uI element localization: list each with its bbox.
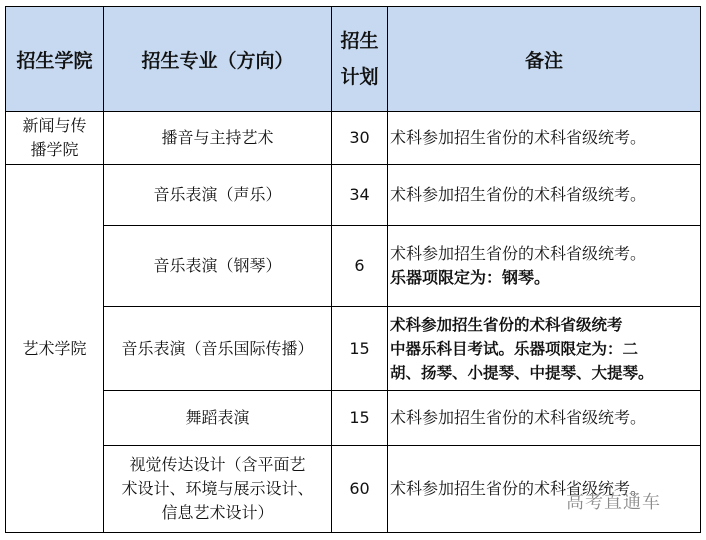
- table-row: [6, 391, 701, 446]
- major-cell: 音乐表演（钢琴）: [104, 226, 332, 307]
- major-line: 术设计、环境与展示设计、: [121, 479, 314, 498]
- major-line: 视觉传达设计（含平面艺: [129, 455, 306, 474]
- plan-cell: 30: [332, 112, 388, 165]
- note-line-bold: 乐器项限定为：钢琴。: [390, 268, 551, 287]
- plan-cell: 6: [332, 226, 388, 307]
- college-line: 播学院: [30, 140, 79, 159]
- table-row: [6, 307, 701, 391]
- admission-table: [5, 6, 701, 533]
- plan-cell: 15: [332, 391, 388, 446]
- table-row: [6, 226, 701, 307]
- college-cell: [6, 112, 104, 165]
- note-line: 术科参加招生省份的术科省级统考。: [390, 244, 647, 263]
- watermark: 高考直通车: [566, 492, 661, 513]
- note-line-bold: 胡、扬琴、小提琴、中提琴、大提琴。: [390, 363, 654, 382]
- note-cell: [388, 307, 701, 391]
- note-cell: [388, 226, 701, 307]
- note-cell: 术科参加招生省份的术科省级统考。: [388, 446, 701, 533]
- major-cell: 播音与主持艺术: [104, 112, 332, 165]
- note-line-bold: 中器乐科目考试。乐器项限定为：二: [390, 339, 639, 358]
- note-cell: 术科参加招生省份的术科省级统考。: [388, 112, 701, 165]
- col-header-note: 备注: [388, 7, 701, 112]
- note-line-bold: 术科参加招生省份的术科省级统考: [390, 315, 623, 334]
- col-header-college: 招生学院: [6, 7, 104, 112]
- plan-header-line2: 计划: [340, 66, 379, 88]
- header-row: [6, 7, 701, 112]
- college-cell: 艺术学院: [6, 165, 104, 533]
- major-cell: 音乐表演（音乐国际传播）: [104, 307, 332, 391]
- note-cell: 术科参加招生省份的术科省级统考。: [388, 165, 701, 226]
- plan-header-line1: 招生: [340, 30, 379, 52]
- note-cell: 术科参加招生省份的术科省级统考。: [388, 391, 701, 446]
- table-row: [6, 112, 701, 165]
- college-line: 新闻与传: [22, 116, 87, 135]
- major-line: 信息艺术设计）: [161, 503, 274, 522]
- plan-cell: 34: [332, 165, 388, 226]
- plan-cell: 60: [332, 446, 388, 533]
- table-row: [6, 165, 701, 226]
- major-cell: [104, 446, 332, 533]
- col-header-major: 招生专业（方向）: [104, 7, 332, 112]
- plan-cell: 15: [332, 307, 388, 391]
- major-cell: 音乐表演（声乐）: [104, 165, 332, 226]
- major-cell: 舞蹈表演: [104, 391, 332, 446]
- col-header-plan: [332, 7, 388, 112]
